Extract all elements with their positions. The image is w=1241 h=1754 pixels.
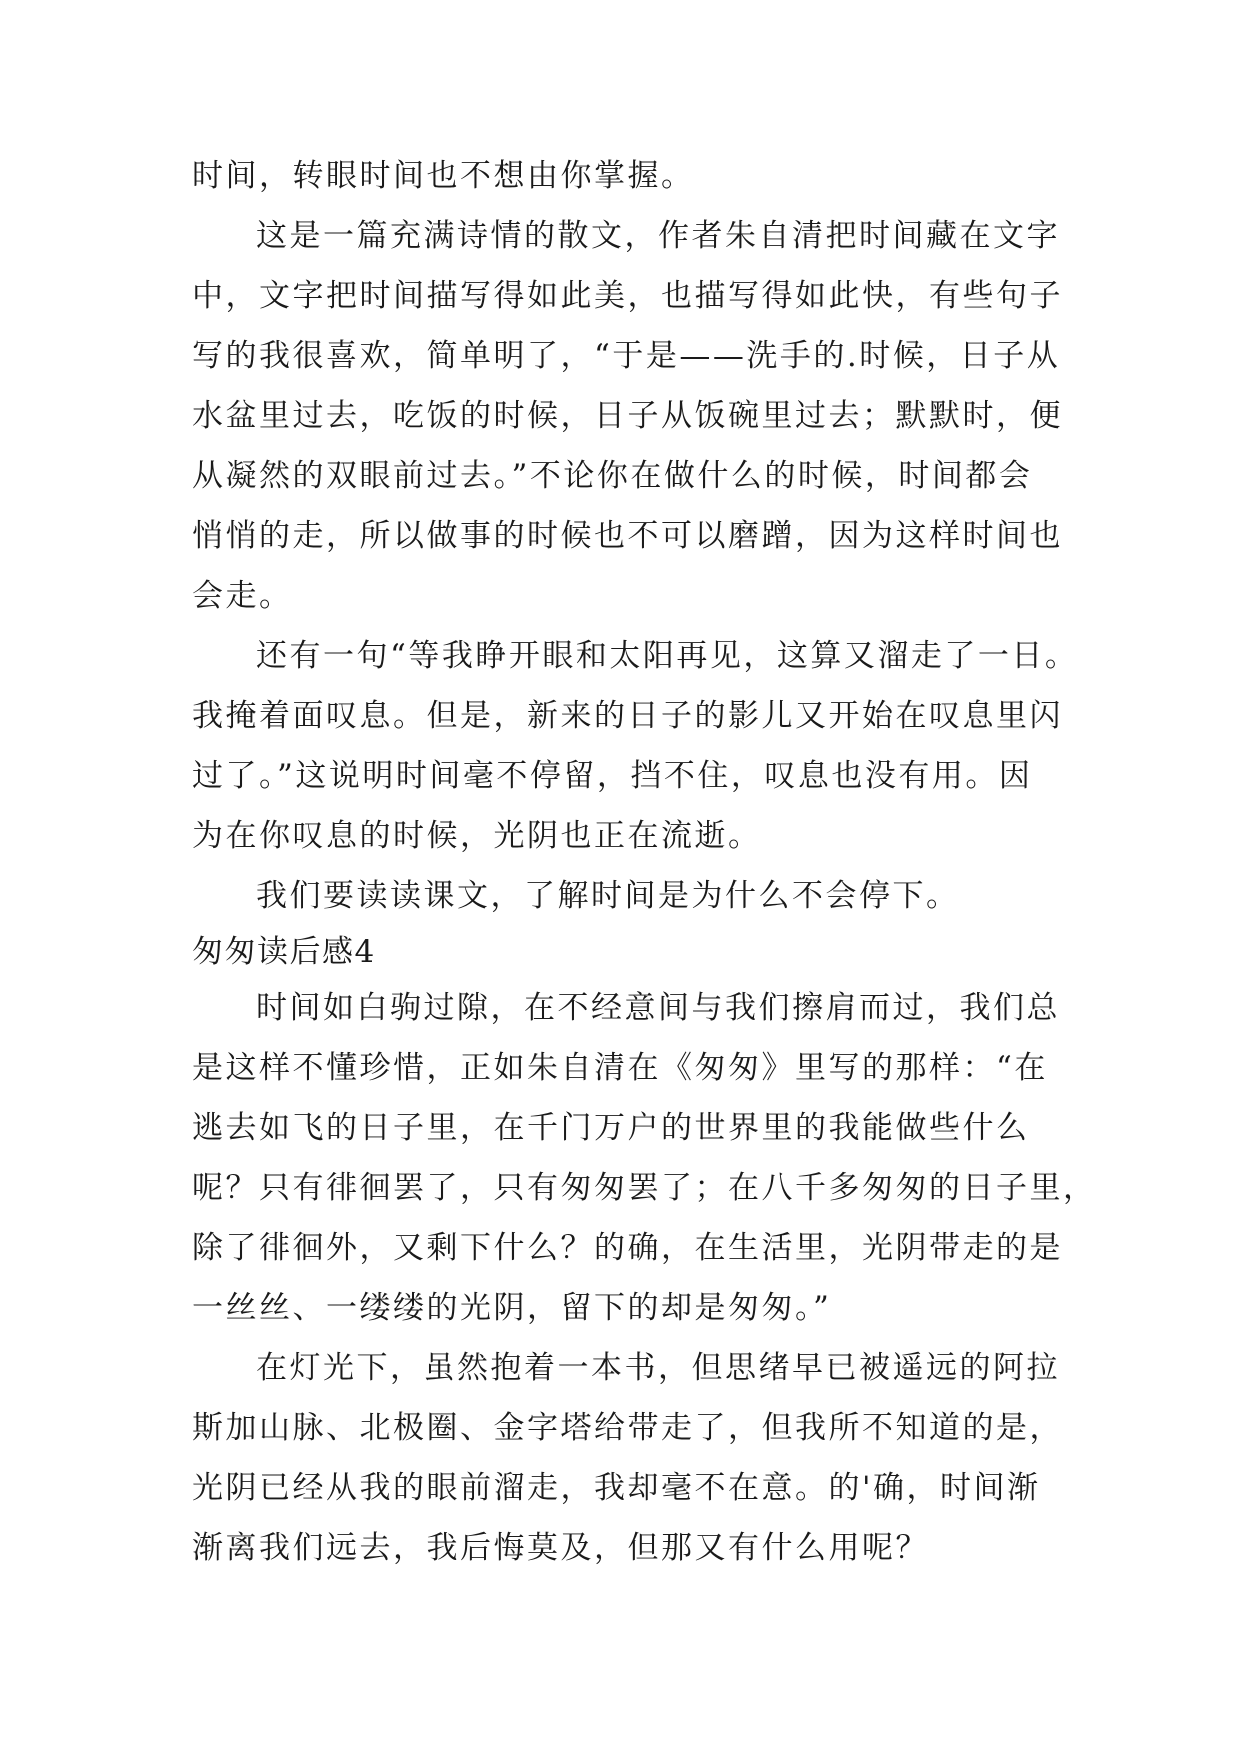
text-line: 水盆里过去，吃饭的时候，日子从饭碗里过去；默默时，便: [192, 398, 1063, 434]
text-line: 从凝然的双眼前过去。”不论你在做什么的时候，时间都会: [192, 458, 1033, 494]
text-line: 过了。”这说明时间毫不停留，挡不住，叹息也没有用。因: [192, 758, 1033, 794]
text-line: 渐离我们远去，我后悔莫及，但那又有什么用呢？: [192, 1530, 929, 1566]
text-line: 除了徘徊外，又剩下什么？的确，在生活里，光阴带走的是: [192, 1230, 1063, 1266]
paragraph-first-line: 这是一篇充满诗情的散文，作者朱自清把时间藏在文字: [256, 218, 1060, 254]
text-line: 写的我很喜欢，简单明了，“于是——洗手的.时候，日子从: [192, 338, 1061, 374]
text-line: 中，文字把时间描写得如此美，也描写得如此快，有些句子: [192, 278, 1063, 314]
section-heading: 匆匆读后感4: [192, 934, 376, 970]
paragraph-first-line: 时间如白驹过隙，在不经意间与我们擦肩而过，我们总: [256, 990, 1060, 1026]
text-line: 光阴已经从我的眼前溜走，我却毫不在意。的'确，时间渐: [192, 1470, 1041, 1506]
paragraph-first-line: 还有一句“等我睁开眼和太阳再见，这算又溜走了一日。: [256, 638, 1079, 674]
text-line: 是这样不懂珍惜，正如朱自清在《匆匆》里写的那样：“在: [192, 1050, 1048, 1086]
text-line: 悄悄的走，所以做事的时候也不可以磨蹭，因为这样时间也: [192, 518, 1063, 554]
text-line: 时间，转眼时间也不想由你掌握。: [192, 158, 695, 194]
text-line: 会走。: [192, 578, 293, 614]
paragraph-first-line: 在灯光下，虽然抱着一本书，但思绪早已被遥远的阿拉: [256, 1350, 1060, 1386]
paragraph-first-line: 我们要读读课文，了解时间是为什么不会停下。: [256, 878, 960, 914]
text-line: 逃去如飞的日子里，在千门万户的世界里的我能做些什么: [192, 1110, 1030, 1146]
text-line: 一丝丝、一缕缕的光阴，留下的却是匆匆。”: [192, 1290, 832, 1326]
text-line: 我掩着面叹息。但是，新来的日子的影儿又开始在叹息里闪: [192, 698, 1063, 734]
text-line: 为在你叹息的时候，光阴也正在流逝。: [192, 818, 762, 854]
text-line: 斯加山脉、北极圈、金字塔给带走了，但我所不知道的是，: [192, 1410, 1063, 1446]
text-line: 呢？只有徘徊罢了，只有匆匆罢了；在八千多匆匆的日子里，: [192, 1170, 1097, 1206]
